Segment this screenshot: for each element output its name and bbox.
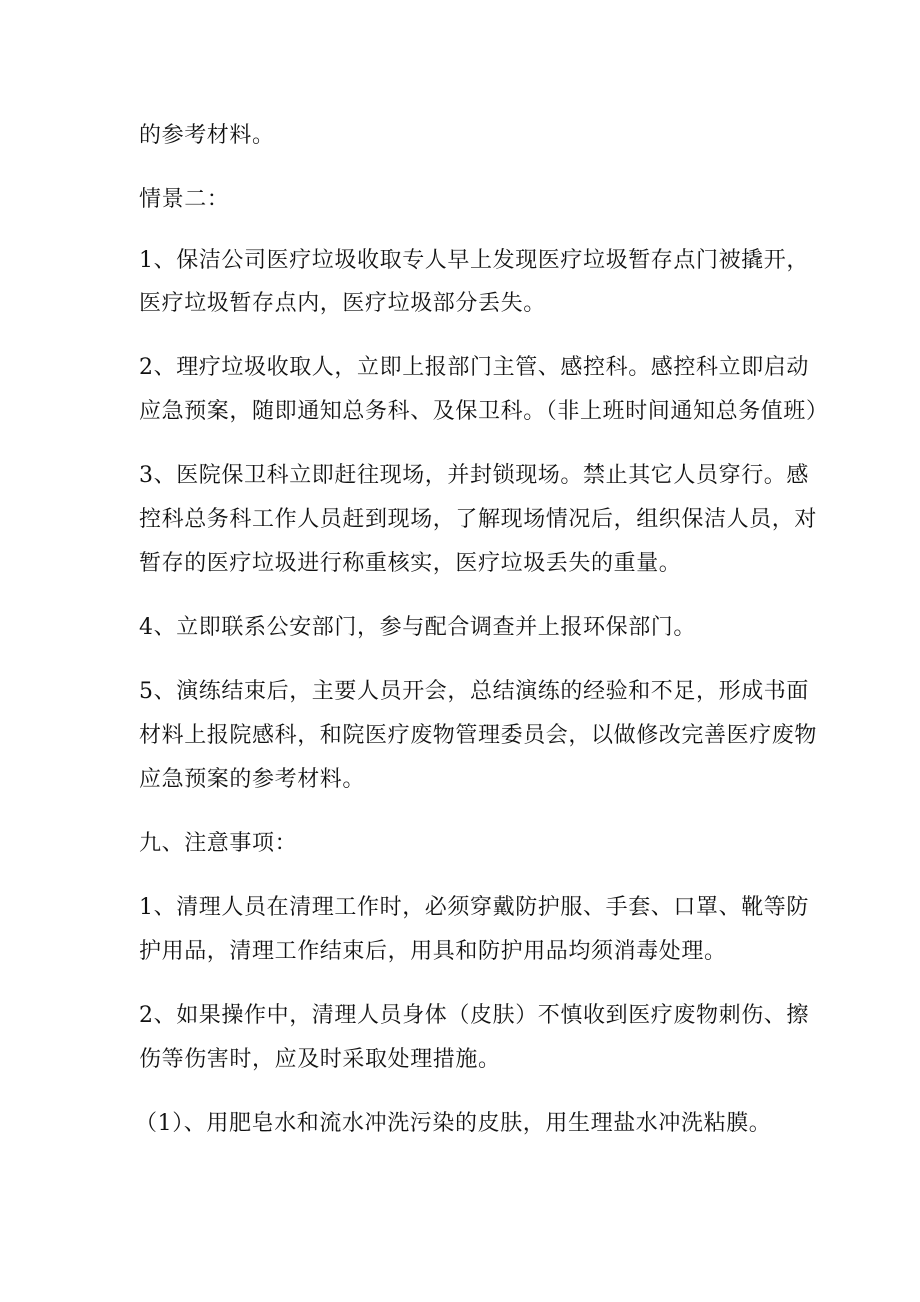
step-3-line-3: 暂存的医疗垃圾进行称重核实，医疗垃圾丢失的重量。 <box>139 551 682 576</box>
step-5-line-3: 应急预案的参考材料。 <box>139 767 366 792</box>
step-3-line-2: 控科总务科工作人员赶到现场，了解现场情况后，组织保洁人员，对 <box>139 507 818 532</box>
step-5-line-2: 材料上报院感科，和院医疗废物管理委员会，以做修改完善医疗废物 <box>139 723 818 748</box>
step-3-line-1: 3、医院保卫科立即赶往现场，并封锁现场。禁止其它人员穿行。感 <box>139 463 809 488</box>
step-5-line-1: 5、演练结束后，主要人员开会，总结演练的经验和不足，形成书面 <box>139 679 809 704</box>
text-line-1: 的参考材料。 <box>139 123 275 148</box>
step-1-line-2: 医疗垃圾暂存点内，医疗垃圾部分丢失。 <box>139 291 546 316</box>
step-4-line-1: 4、立即联系公安部门，参与配合调查并上报环保部门。 <box>139 615 696 640</box>
note-2-line-2: 伤等伤害时，应及时采取处理措施。 <box>139 1047 501 1072</box>
note-1-line-1: 1、清理人员在清理工作时，必须穿戴防护服、手套、口罩、靴等防 <box>139 895 809 920</box>
step-2-line-2: 应急预案，随即通知总务科、及保卫科。（非上班时间通知总务值班） <box>139 399 829 424</box>
step-2-line-1: 2、理疗垃圾收取人，立即上报部门主管、感控科。感控科立即启动 <box>139 355 809 380</box>
section-nine-heading: 九、注意事项： <box>139 831 298 856</box>
note-2-sub-1: （1）、用肥皂水和流水冲洗污染的皮肤，用生理盐水冲洗粘膜。 <box>135 1111 772 1136</box>
note-1-line-2: 护用品，清理工作结束后，用具和防护用品均须消毒处理。 <box>139 939 727 964</box>
step-1-line-1: 1、保洁公司医疗垃圾收取专人早上发现医疗垃圾暂存点门被撬开， <box>139 248 809 273</box>
note-2-line-1: 2、如果操作中，清理人员身体（皮肤）不慎收到医疗废物刺伤、擦 <box>139 1003 809 1028</box>
scenario-two-heading: 情景二： <box>139 187 230 212</box>
